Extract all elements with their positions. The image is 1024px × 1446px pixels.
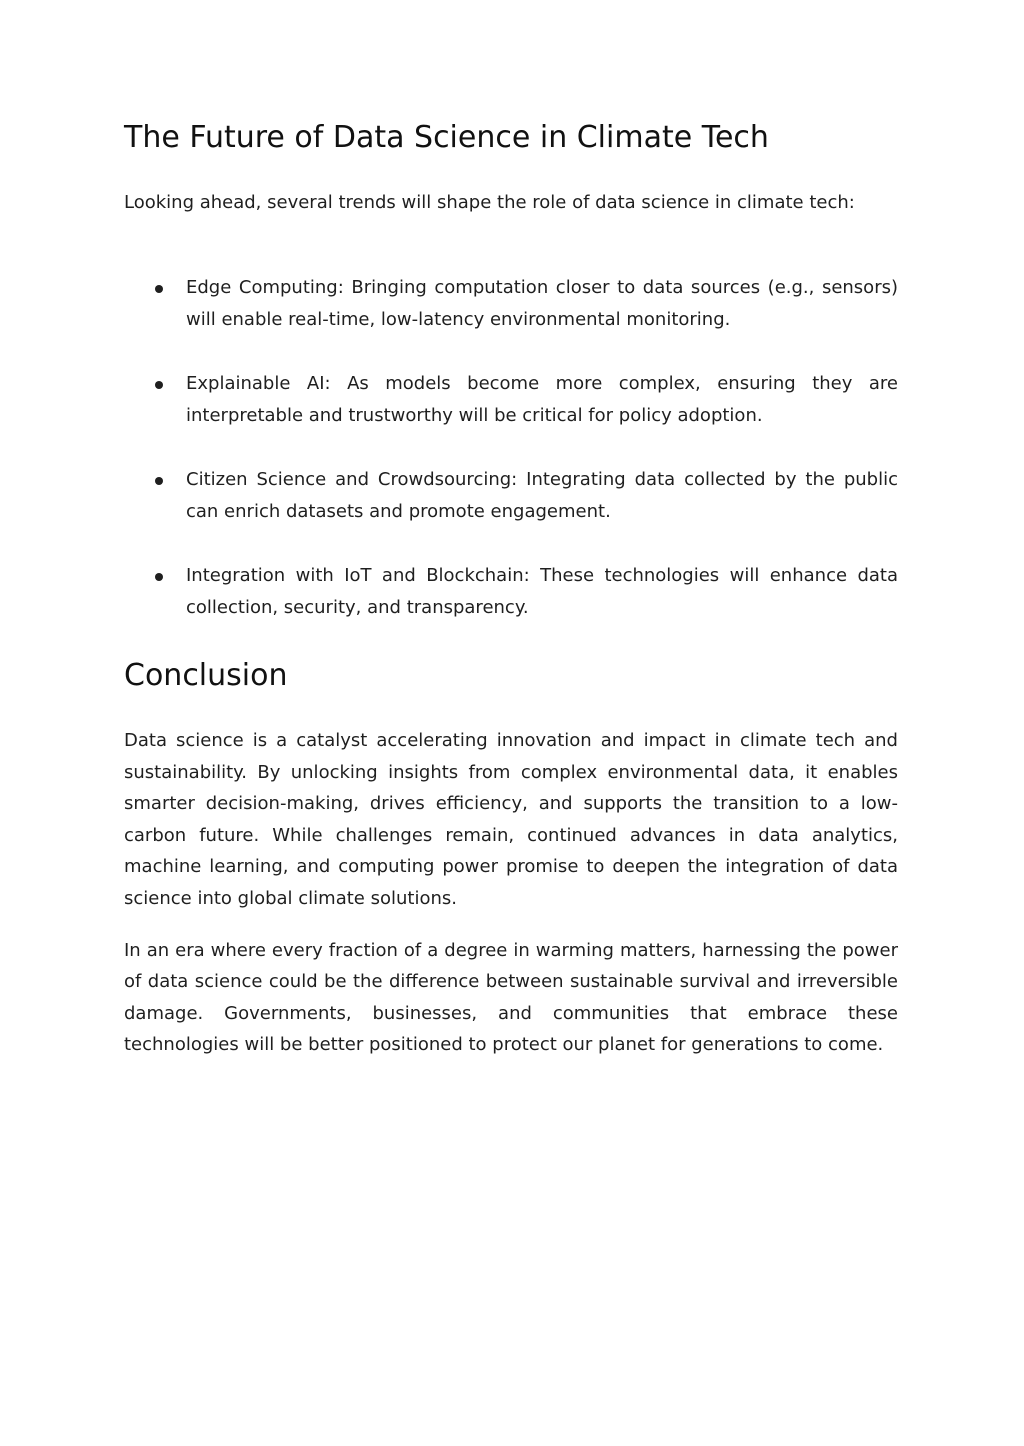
list-item-text: Citizen Science and Crowdsourcing: Integrating data collected by the public can enrich datasets and promote engagement. (186, 469, 898, 522)
section-heading-future: The Future of Data Science in Climate Tech (124, 120, 769, 155)
list-item (124, 272, 898, 336)
bullet-icon (155, 381, 163, 389)
trends-list (124, 272, 898, 624)
conclusion-paragraph: In an era where every fraction of a degree in warming matters, harnessing the power of data science could be the difference between sustainable survival and irreversible damage. Governments, businesses, and communities that embrace these technologies will be better positioned to protect our planet for generations to come. (124, 939, 898, 1056)
bullet-icon (155, 573, 163, 581)
list-item (124, 560, 898, 624)
bullet-icon (155, 477, 163, 485)
intro-paragraph: Looking ahead, several trends will shape the role of data science in climate tech: (124, 192, 855, 213)
section-heading-conclusion: Conclusion (124, 658, 288, 693)
list-item-text: Integration with IoT and Blockchain: These technologies will enhance data collection, security, and transparency. (186, 565, 898, 618)
list-item (124, 368, 898, 432)
conclusion-body (124, 725, 898, 1081)
list-item-text: Edge Computing: Bringing computation closer to data sources (e.g., sensors) will enable real-time, low-latency environmental monitoring. (186, 277, 898, 330)
list-item-text: Explainable AI: As models become more complex, ensuring they are interpretable and trustworthy will be critical for policy adoption. (186, 373, 898, 426)
list-item (124, 464, 898, 528)
bullet-icon (155, 285, 163, 293)
conclusion-paragraph: Data science is a catalyst accelerating innovation and impact in climate tech and sustainability. By unlocking insights from complex environmental data, it enables smarter decision-making, drives efficiency, and supports the transition to a low-carbon future. While challenges remain, continued advances in data analytics, machine learning, and computing power promise to deepen the integration of data science into global climate solutions. (124, 730, 898, 909)
